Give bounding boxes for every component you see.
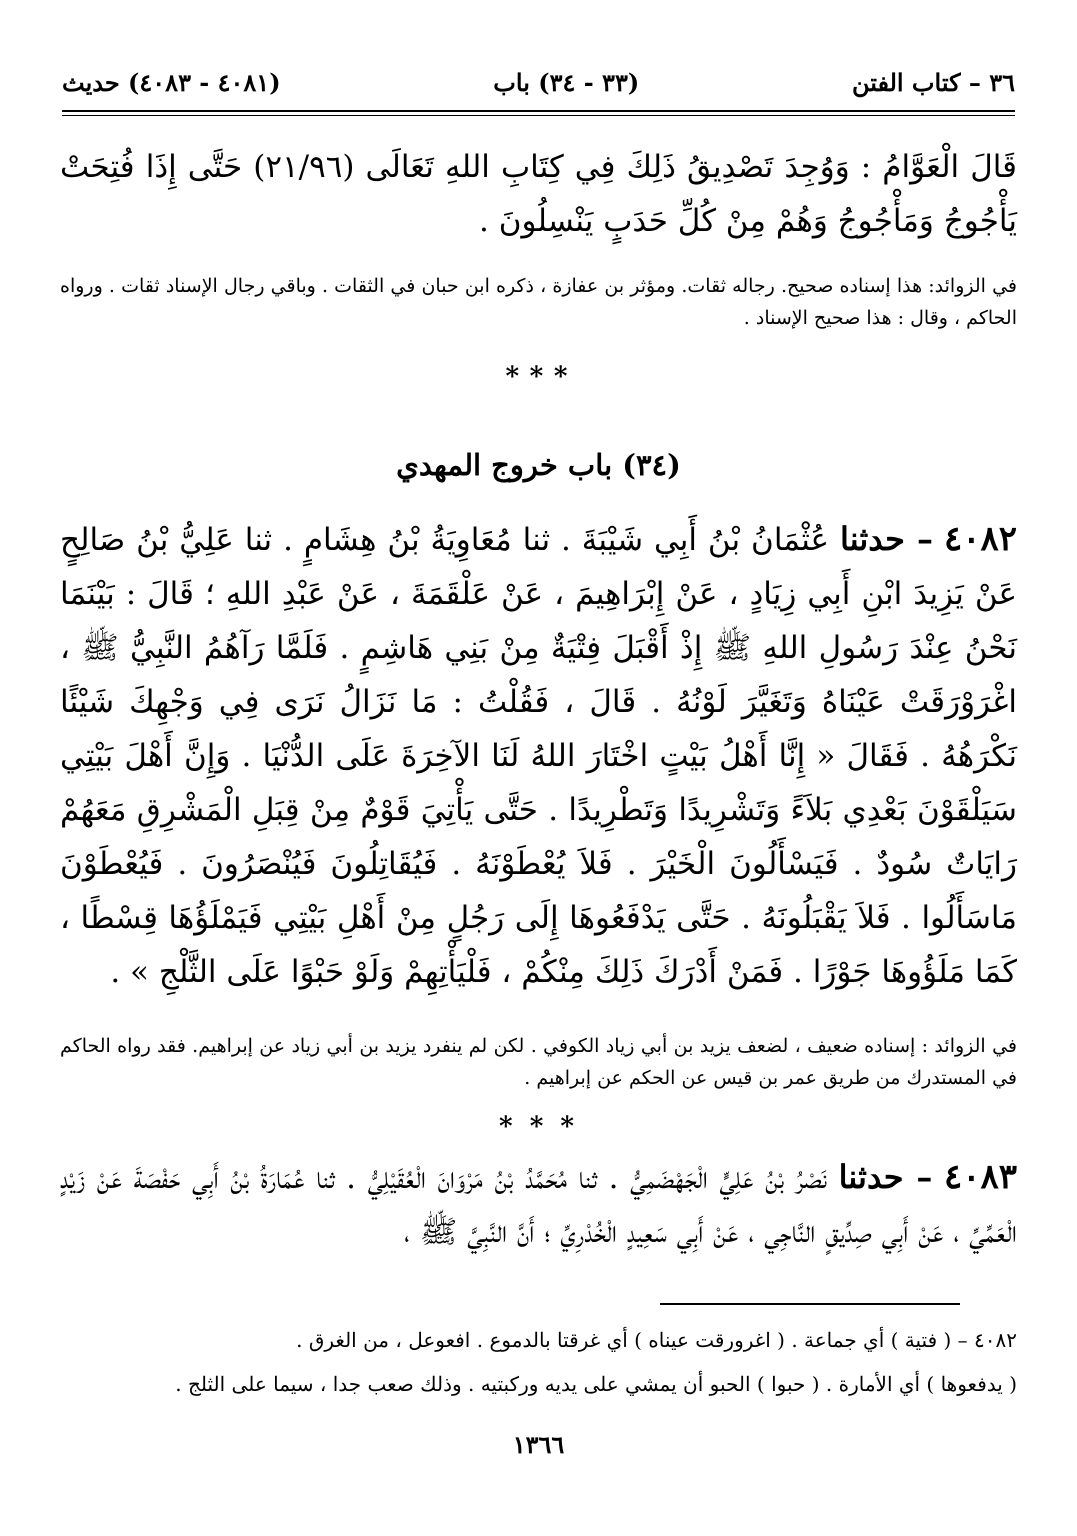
section-separator-1: * * *: [505, 362, 572, 392]
header-book-title: ٣٦ – كتاب الفتن: [851, 67, 1015, 97]
hadith-4083: [60, 1150, 1017, 1259]
footnote-line: ٤٠٨٢ – ( فتية ) أي جماعة . ( اغرورقت عيناه ) أي غرقتا بالدموع . افعوعل ، من الغرق .: [296, 1328, 1017, 1352]
footnote-rule: [660, 1303, 960, 1305]
hadith-text: نَصْرُ بْنُ عَلِيٍّ الْجَهْضَمِيُّ . ثنا مُحَمَّدُ بْنُ مَرْوَانَ الْعُقَيْلِيُّ . ثنا عُمَارَةُ بْنُ أَبِي حَفْصَةَ عَنْ زَيْدٍ الْعَمِّيِّ ، عَنْ أَبِي صِدِّيقٍ النَّاجِي ، عَنْ أَبِي سَعِيدٍ الْخُدْرِيِّ ؛ أَنَّ النَّبِيَّ ﷺ ،: [60, 1160, 1017, 1250]
footnotes: [60, 1318, 1017, 1406]
hadith-number: ٤٠٨٣: [943, 1157, 1018, 1197]
section-separator-2: * * *: [499, 1112, 578, 1142]
header-rule: [62, 110, 1015, 112]
section-1-note: في الزوائد: هذا إسناده صحيح. رجاله ثقات. ومؤثر بن عفازة ، ذكره ابن حبان في الثقات . وباقي رجال الإسناد ثقات . ورواه الحاكم ، وقال : هذا صحيح الإسناد .: [60, 275, 1017, 329]
page-number: ١٣٦٦: [512, 1430, 565, 1459]
hadith-number: ٤٠٨٢: [943, 519, 1017, 559]
hadith-lead: – حدثنا: [838, 1158, 933, 1196]
hadith-4082: [60, 512, 1017, 999]
footnote-line: ( يدفعوها ) أي الأمارة . ( حبوا ) الحبو أن يمشي على يديه وركبتيه . وذلك صعب جدا ، سيما على الثلج .: [175, 1372, 1017, 1396]
hadith-4082-note: في الزوائد : إسناده ضعيف ، لضعف يزيد بن أبي زياد الكوفي . لكن لم ينفرد يزيد بن أبي زياد عن إبراهيم. فقد رواه الحاكم في المستدرك من طريق عمر بن قيس عن الحكم عن إبراهيم .: [60, 1035, 1017, 1089]
header-hadith-range: (٤٠٨١ - ٤٠٨٣) حديث: [62, 67, 281, 97]
hadith-text: عُثْمَانُ بْنُ أَبِي شَيْبَةَ . ثنا مُعَاوِيَةُ بْنُ هِشَامٍ . ثنا عَلِيُّ بْنُ صَالِحٍ عَنْ يَزِيدَ ابْنِ أَبِي زِيَادٍ ، عَنْ إِبْرَاهِيمَ ، عَنْ عَلْقَمَةَ ، عَنْ عَبْدِ اللهِ ؛ قَالَ : بَيْنَمَا نَحْنُ عِنْدَ رَسُولِ اللهِ ﷺ إِذْ أَقْبَلَ فِتْيَةٌ مِنْ بَنِي هَاشِمٍ . فَلَمَّا رَآهُمُ النَّبِيُّ ﷺ ، اغْرَوْرَقَتْ عَيْنَاهُ وَتَغَيَّرَ لَوْنُهُ . قَالَ ، فَقُلْتُ : مَا نَزَالُ نَرَى فِي وَجْهِكَ شَيْئًا نَكْرَهُهُ . فَقَالَ « إِنَّا أَهْلُ بَيْتٍ اخْتَارَ اللهُ لَنَا الآخِرَةَ عَلَى الدُّنْيَا . وَإِنَّ أَهْلَ بَيْتِي سَيَلْقَوْنَ بَعْدِي بَلاَءً وَتَشْرِيدًا وَتَطْرِيدًا . حَتَّى يَأْتِيَ قَوْمٌ مِنْ قِبَلِ الْمَشْرِقِ مَعَهُمْ رَايَاتٌ سُودٌ . فَيَسْأَلُونَ الْخَيْرَ . فَلاَ يُعْطَوْنَهُ . فَيُقَاتِلُونَ فَيُنْصَرُونَ . فَيُعْطَوْنَ مَاسَأَلُوا . فَلاَ يَقْبَلُونَهُ . حَتَّى يَدْفَعُوهَا إِلَى رَجُلٍ مِنْ أَهْلِ بَيْتِي فَيَمْلَؤُهَا قِسْطًا ، كَمَا مَلَؤُوهَا جَوْرًا . فَمَنْ أَدْرَكَ ذَلِكَ مِنْكُمْ ، فَلْيَأْتِهِمْ وَلَوْ حَبْوًا عَلَى الثَّلْجِ » .: [60, 522, 1017, 990]
hadith-lead: – حدثنا: [839, 520, 934, 558]
chapter-title: (٣٤) باب خروج المهدي: [396, 448, 681, 482]
running-header: [62, 62, 1015, 102]
section-1-text: قَالَ الْعَوَّامُ : وَوُجِدَ تَصْدِيقُ ذَلِكَ فِي كِتَابِ اللهِ تَعَالَى (٢١/٩٦) حَتَّى إِذَا فُتِحَتْ يَأْجُوجُ وَمَأْجُوجُ وَهُمْ مِنْ كُلِّ حَدَبٍ يَنْسِلُونَ .: [60, 149, 1017, 239]
header-rule-thin: [62, 115, 1015, 116]
header-chapter-range: (٣٣ - ٣٤) باب: [493, 67, 640, 97]
